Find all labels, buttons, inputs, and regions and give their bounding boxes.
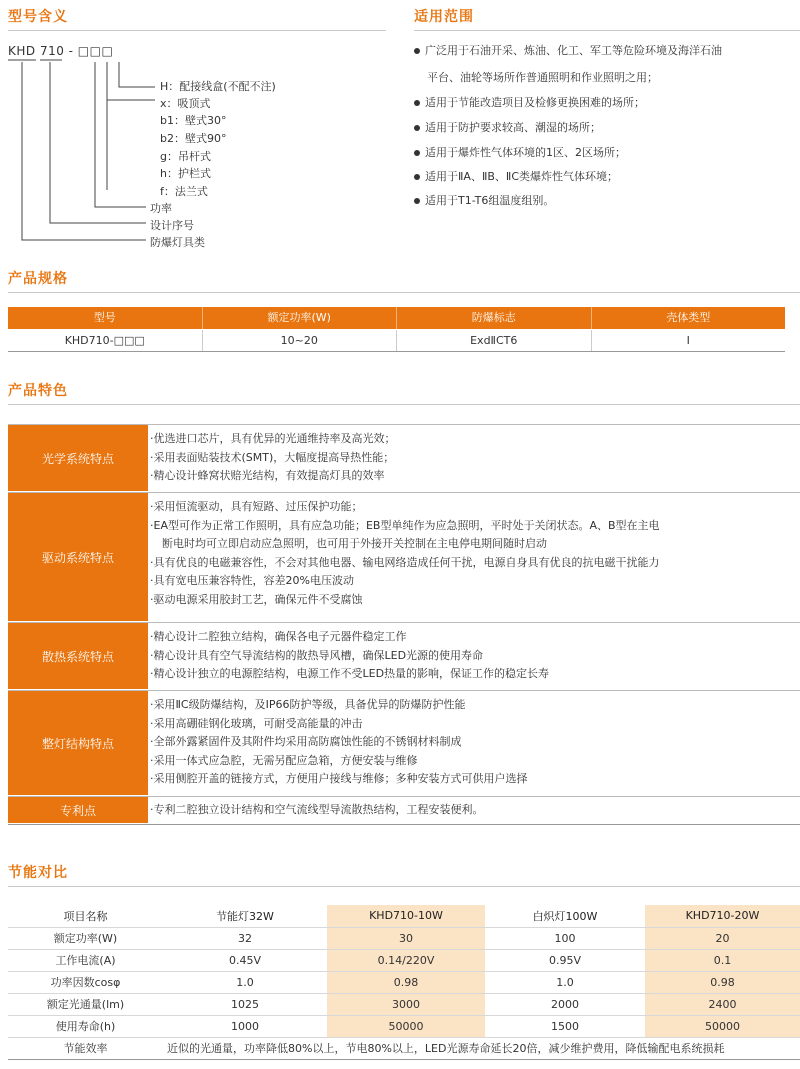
energy-cell: 额定光通量(lm) [8,993,163,1015]
energy-cell: 1500 [485,1015,645,1037]
energy-cell: 0.14/220V [327,949,485,971]
feature-line: ·采用侧腔开盖的链接方式，方便用户接线与维修；多种安装方式可供用户选择 [150,772,528,785]
energy-table [8,905,800,1060]
feature-line: ·精心设计蜂窝状赔光结构，有效提高灯具的效率 [150,469,385,482]
energy-cell: 2000 [485,993,645,1015]
energy-header-item: 项目名称 [8,905,163,927]
feature-line: ·优选进口芯片，具有优异的光通维持率及高光效； [150,432,396,445]
energy-cell: 0.98 [645,971,800,993]
feature-label-heat: 散热系统特点 [8,623,148,689]
energy-cell: 30 [327,927,485,949]
feature-lines-optical [150,430,800,486]
energy-cell: 使用寿命(h) [8,1015,163,1037]
energy-header-row [8,905,800,927]
feature-line: ·具有宽电压兼容特性，容差20%电压波动 [150,574,354,587]
feature-line: ·采用ⅡC级防爆结构，及IP66防护等级，具备优异的防爆防护性能 [150,698,466,711]
feature-line: ·全部外露紧固件及其附件均采用高防腐蚀性能的不锈钢材料制成 [150,735,462,748]
feature-line: ·采用高硼硅钢化玻璃，可耐受高能量的冲击 [150,716,363,730]
model-desc-f: f：法兰式 [160,185,208,198]
feature-label-driver: 驱动系统特点 [8,493,148,621]
section-divider [8,292,800,293]
energy-cell: 1000 [163,1015,327,1037]
model-desc-b1: b1：壁式30° [160,114,227,127]
energy-cell: 20 [645,927,800,949]
feature-line: ·专利二腔独立设计结构和空气流线型导流散热结构，工程安装便利。 [150,803,484,816]
energy-cell: 3000 [327,993,485,1015]
section-title-model: 型号含义 [8,9,68,25]
feature-line: ·精心设计具有空气导流结构的散热导风槽，确保LED光源的使用寿命 [150,648,484,662]
feature-label-structure: 整灯结构特点 [8,691,148,795]
section-divider [8,404,800,405]
scope-item: 适用于防护要求较高、潮湿的场所； [414,119,601,135]
feature-line: ·采用表面贴装技术(SMT)，大幅度提高导热性能； [150,450,395,464]
energy-cell: 0.95V [485,949,645,971]
model-desc-power: 功率 [150,202,172,215]
spec-cell-housing: Ⅰ [686,334,690,347]
scope-item: 平台、油轮等场所作普通照明和作业照明之用； [427,71,658,84]
scope-item: 广泛用于石油开采、炼油、化工、军工等危险环境及海洋石油 [414,42,722,58]
feature-lines-driver [150,498,800,609]
energy-row [8,971,800,993]
section-title-spec: 产品规格 [8,271,68,287]
bullet-icon [414,48,420,54]
spec-header-exmark: 防爆标志 [397,307,592,329]
energy-cell: 0.45V [163,949,327,971]
feature-line: ·采用恒流驱动，具有短路、过压保护功能； [150,500,363,513]
energy-row [8,927,800,949]
energy-header-cfl: 节能灯32W [163,905,327,927]
feature-line: ·精心设计二腔独立结构，确保各电子元器件稳定工作 [150,630,407,643]
energy-row [8,1015,800,1037]
spec-header-model: 型号 [8,307,203,329]
energy-row [8,949,800,971]
energy-cell: 0.98 [327,971,485,993]
section-title-energy: 节能对比 [8,865,68,881]
model-desc-h: H：配接线盒(不配不注) [160,80,276,93]
spec-header-power: 额定功率(W) [203,307,398,329]
section-divider [414,30,800,31]
section-divider [8,886,800,887]
model-desc-x: x：吸顶式 [160,97,211,110]
feature-lines-structure [150,696,800,789]
energy-cell: 额定功率(W) [8,927,163,949]
model-desc-h2: h：护栏式 [160,167,211,180]
energy-efficiency-label: 节能效率 [8,1037,163,1059]
spec-table-header [8,307,785,329]
energy-cell: 1.0 [163,971,327,993]
feature-line: ·采用一体式应急腔，无需另配应急箱，方便安装与维修 [150,753,418,767]
energy-cell: 50000 [327,1015,485,1037]
feature-line: ·EA型可作为正常工作照明，具有应急功能；EB型单纯作为应急照明，平时处于关闭状态。A、B型在主电 [150,518,660,532]
feature-lines-patent [150,801,800,820]
feature-line: ·具有优良的电磁兼容性，不会对其他电器、输电网络造成任何干扰，电源自身具有优良的抗电磁干扰能力 [150,555,660,569]
model-desc-series: 设计序号 [150,219,194,232]
scope-item: 适用于节能改造项目及检修更换困难的场所； [414,94,645,110]
scope-item: 适用于T1-T6组温度组别。 [414,192,554,208]
model-code: KHD 710 - □□□ [8,44,114,58]
energy-cell: 1025 [163,993,327,1015]
bullet-icon [414,174,420,180]
section-title-features: 产品特色 [8,383,68,399]
model-desc-g: g：吊杆式 [160,150,211,163]
feature-line: ·精心设计独立的电源腔结构，电源工作不受LED热量的影响，保证工作的稳定长寿 [150,667,550,680]
bullet-icon [414,150,420,156]
spec-header-housing: 壳体类型 [666,311,711,324]
energy-cell: 0.1 [645,949,800,971]
spec-table-row [8,330,785,352]
energy-cell: 100 [485,927,645,949]
energy-cell: 50000 [645,1015,800,1037]
energy-efficiency-row [8,1037,800,1059]
energy-cell: 工作电流(A) [8,949,163,971]
energy-cell: 功率因数cosφ [8,971,163,993]
spec-cell-model: KHD710-□□□ [8,330,203,351]
energy-cell: 32 [163,927,327,949]
feature-line: ·驱动电源采用胶封工艺，确保元件不受腐蚀 [150,592,363,606]
feature-label-patent: 专利点 [8,797,148,823]
scope-item: 适用于爆炸性气体环境的1区、2区场所； [414,144,626,160]
spec-cell-power: 10~20 [203,330,398,351]
feature-line: 断电时均可立即启动应急照明，也可用于外接开关控制在主电停电期间随时启动 [162,537,547,550]
energy-cell: 2400 [645,993,800,1015]
spec-cell-exmark: ExdⅡCT6 [397,330,592,351]
bullet-icon [414,100,420,106]
bullet-icon [414,125,420,131]
feature-lines-heat [150,628,800,684]
energy-header-khd20: KHD710-20W [645,905,800,927]
bullet-icon [414,198,420,204]
energy-cell: 1.0 [485,971,645,993]
energy-efficiency-text: 近似的光通量，功率降低80%以上，节电80%以上，LED光源寿命延长20倍，减少维护费用，降低输配电系统损耗 [163,1037,800,1059]
feature-label-optical: 光学系统特点 [8,425,148,491]
feature-divider [8,824,800,825]
model-desc-class: 防爆灯具类 [150,236,205,249]
energy-header-incandescent: 白炽灯100W [485,905,645,927]
scope-item: 适用于ⅡA、ⅡB、ⅡC类爆炸性气体环境； [414,168,618,184]
energy-row [8,993,800,1015]
energy-header-khd10: KHD710-10W [327,905,485,927]
model-desc-b2: b2：壁式90° [160,132,227,145]
section-title-scope: 适用范围 [414,9,474,25]
